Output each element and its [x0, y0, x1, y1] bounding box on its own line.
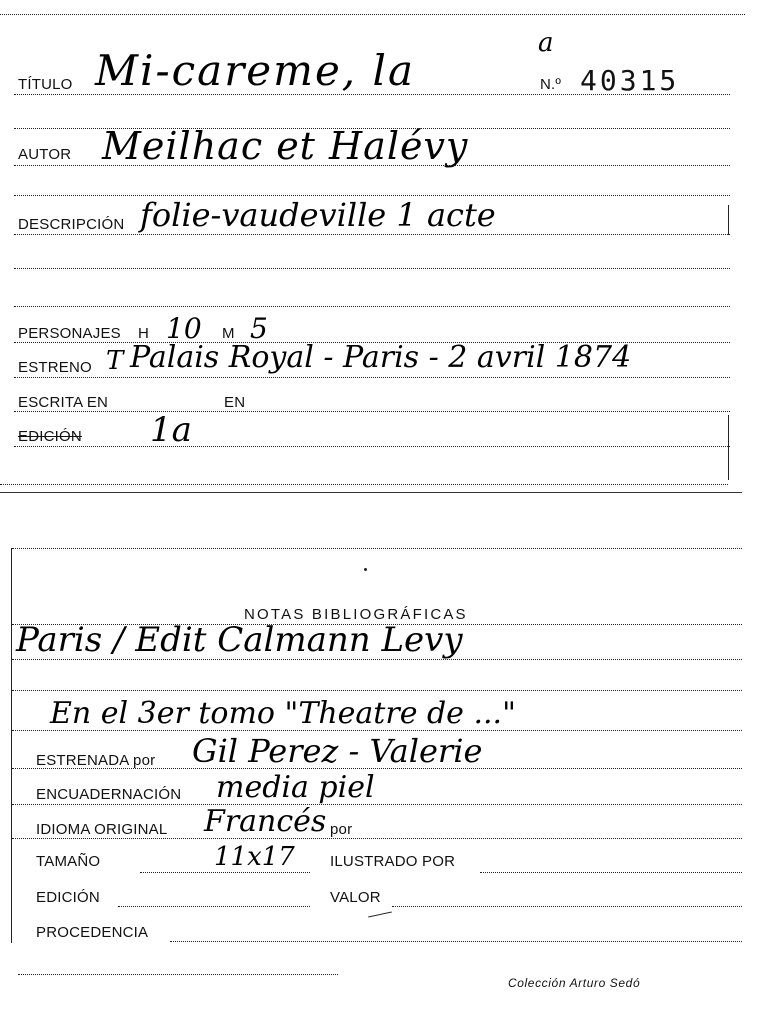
- estreno-value: Palais Royal - Paris - 2 avril 1874: [130, 340, 632, 375]
- tamano-line: [140, 872, 310, 873]
- encuadernacion-label: ENCUADERNACIÓN: [36, 786, 182, 803]
- encuadernacion-value: media piel: [216, 770, 375, 805]
- line-195: [14, 195, 730, 196]
- autor-value: Meilhac et Halévy: [102, 124, 469, 168]
- idioma-original-label: IDIOMA ORIGINAL: [36, 821, 168, 838]
- top-card-right-edge-2: [728, 415, 729, 480]
- notas-heading: NOTAS BIBLIOGRÁFICAS: [244, 606, 468, 623]
- estreno-t-label: T: [106, 346, 124, 376]
- idioma-por-label: por: [330, 821, 353, 838]
- bottom-line: [18, 974, 338, 975]
- descripcion-line: [14, 234, 730, 235]
- valor-line: [392, 906, 742, 907]
- valor-label: VALOR: [330, 889, 381, 906]
- numero-label: N.º: [540, 76, 562, 93]
- titulo-value: Mi-careme, la: [95, 46, 415, 95]
- ilustrado-por-label: ILUSTRADO POR: [330, 853, 456, 870]
- dot-mark: [364, 568, 367, 571]
- procedencia-label: PROCEDENCIA: [36, 924, 149, 941]
- edicion-top-value: 1a: [150, 410, 192, 450]
- note-line-1-rule: [12, 659, 742, 660]
- autor-label: AUTOR: [18, 146, 72, 163]
- edicion-top-line: [14, 446, 730, 447]
- estreno-line: [14, 377, 730, 378]
- personajes-m-value: 5: [250, 312, 268, 345]
- note-line-2-rule: [12, 730, 742, 731]
- encuadernacion-line: [12, 804, 742, 805]
- estrenada-por-label: ESTRENADA por: [36, 752, 156, 769]
- ilustrado-line: [480, 872, 742, 873]
- procedencia-line: [170, 941, 742, 942]
- note-line-2: En el 3er tomo "Theatre de ...": [50, 696, 516, 731]
- escrita-line: [14, 411, 730, 412]
- descripcion-value: folie-vaudeville 1 acte: [140, 196, 496, 234]
- personajes-h-label: H: [138, 325, 150, 342]
- bottom-card-top-border: [12, 548, 742, 549]
- valor-mark: [368, 912, 392, 918]
- top-border: [0, 14, 745, 15]
- collection-credit: Colección Arturo Sedó: [508, 976, 641, 990]
- line-128: [14, 128, 730, 129]
- edicion-bottom-label: EDICIÓN: [36, 889, 100, 906]
- line-268: [14, 268, 730, 269]
- note-line-1: Paris / Edit Calmann Levy: [16, 620, 463, 660]
- line-484: [0, 484, 728, 485]
- tamano-value: 11x17: [214, 842, 295, 872]
- edicion-bottom-line: [118, 906, 310, 907]
- personajes-h-value: 10: [166, 312, 202, 345]
- idioma-original-value: Francés: [204, 804, 327, 839]
- tamano-label: TAMAÑO: [36, 853, 101, 870]
- estrenada-por-value: Gil Perez - Valerie: [192, 732, 483, 770]
- numero-value: 40315: [580, 64, 680, 97]
- line-306: [14, 306, 730, 307]
- escrita-en-en-label: EN: [224, 394, 246, 411]
- personajes-label: PERSONAJES: [18, 325, 121, 342]
- line-690: [12, 690, 742, 691]
- estrenada-line: [12, 768, 742, 769]
- personajes-m-label: M: [222, 325, 235, 342]
- edicion-top-label: EDICIÓN: [18, 428, 82, 445]
- titulo-label: TÍTULO: [18, 76, 73, 93]
- card-divider: [0, 492, 742, 493]
- autor-line: [14, 165, 730, 166]
- corner-mark: a: [538, 28, 554, 58]
- estreno-label: ESTRENO: [18, 359, 92, 376]
- top-card-right-edge: [728, 205, 729, 235]
- titulo-line: [14, 94, 730, 95]
- descripcion-label: DESCRIPCIÓN: [18, 216, 125, 233]
- escrita-en-label: ESCRITA EN: [18, 394, 109, 411]
- bottom-card-left-edge: [11, 548, 12, 943]
- idioma-line: [12, 838, 742, 839]
